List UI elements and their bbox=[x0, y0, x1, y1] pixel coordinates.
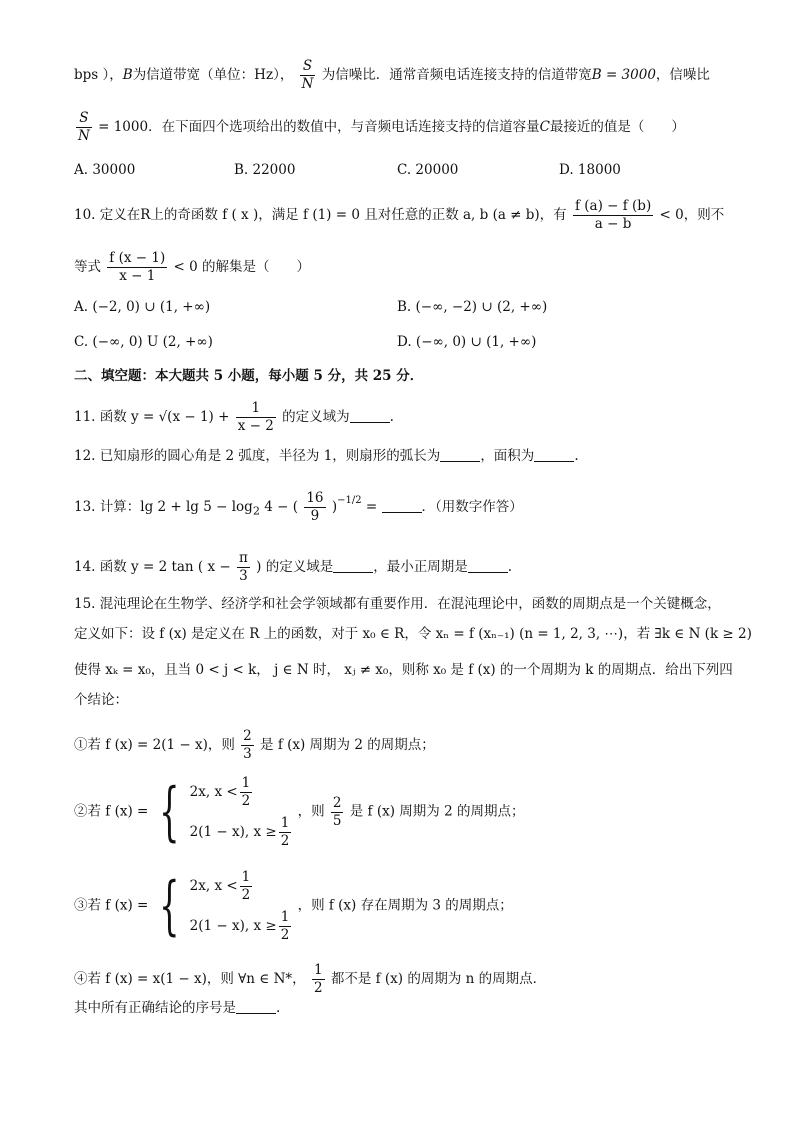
frac-num: S bbox=[302, 58, 313, 74]
q15-conclusion-1 bbox=[74, 728, 734, 763]
frac-num: f (x − 1) bbox=[109, 250, 166, 266]
frac-den: 2 bbox=[241, 793, 251, 809]
frac-num: 1 bbox=[280, 815, 290, 831]
text: ，则 bbox=[297, 803, 325, 820]
text: 其中所有正确结论的序号是 bbox=[74, 1000, 236, 1016]
frac-den: N bbox=[78, 128, 90, 144]
q15-line2: 定义如下：设 f (x) 是定义在 R 上的函数，对于 x₀ ∈ R，令 xₙ = f (xₙ₋₁) (n = 1, 2, 3, ⋯)，若 ∃k ∈ N (k ≥ 2) bbox=[74, 626, 752, 642]
q15-conclusion-3 bbox=[74, 866, 734, 946]
frac-num: 2 bbox=[332, 794, 342, 811]
q10-fraction-2 bbox=[107, 250, 167, 285]
q13-fraction bbox=[304, 490, 325, 525]
text: 2x, x < bbox=[189, 784, 238, 800]
q10-option-c: C. (−∞, 0) U (2, +∞) bbox=[74, 334, 213, 350]
text: ) bbox=[331, 499, 338, 515]
frac-den: x − 1 bbox=[119, 268, 156, 284]
text: 是 f (x) 周期为 2 的周期点； bbox=[349, 803, 525, 820]
q11-fraction bbox=[236, 400, 276, 435]
q12 bbox=[74, 446, 734, 466]
answer-blank[interactable] bbox=[382, 498, 422, 513]
frac-den: N bbox=[301, 76, 314, 92]
left-brace: { bbox=[158, 869, 180, 943]
left-brace: { bbox=[158, 775, 180, 849]
text: 14. 函数 y = 2 tan ( x − bbox=[74, 559, 231, 575]
piecewise-cases bbox=[190, 772, 294, 852]
text: 4 − ( bbox=[260, 499, 299, 515]
q14-fraction bbox=[237, 550, 250, 585]
frac-den: 2 bbox=[280, 927, 290, 943]
answer-blank[interactable] bbox=[333, 558, 373, 573]
var-c: C bbox=[539, 119, 550, 135]
q9-option-b: B. 22000 bbox=[234, 162, 296, 178]
q9-option-d: D. 18000 bbox=[559, 162, 621, 178]
q15-line3: 使得 xₖ = x₀，且当 0 < j < k， j ∈ N 时， xⱼ ≠ x₀，则称 x₀ 是 f (x) 的一个周期为 k 的周期点．给出下列四 bbox=[74, 662, 733, 678]
text: ③若 f (x) = bbox=[74, 897, 149, 914]
text: 的定义域为 bbox=[282, 409, 350, 425]
text: 为信噪比．通常音频电话连接支持的信道带宽 bbox=[321, 67, 592, 83]
q15-conclusion-2 bbox=[74, 772, 734, 852]
q14 bbox=[74, 550, 734, 585]
piecewise-cases bbox=[190, 866, 294, 946]
q11 bbox=[74, 400, 734, 435]
text: 13. 计算：lg 2 + lg 5 − log bbox=[74, 499, 253, 515]
text: = bbox=[361, 499, 382, 515]
fraction bbox=[279, 815, 292, 850]
frac-num: S bbox=[79, 110, 89, 126]
frac-den: a − b bbox=[594, 216, 632, 232]
exponent: −1/2 bbox=[337, 495, 362, 506]
frac-den: 3 bbox=[239, 568, 248, 584]
frac-den: 2 bbox=[280, 833, 290, 849]
text: < 0，则不 bbox=[659, 207, 725, 223]
text: 最接近的值是（ ） bbox=[549, 119, 685, 135]
fraction bbox=[312, 962, 325, 997]
text: ，面积为 bbox=[480, 448, 535, 464]
text: 都不是 f (x) 的周期为 n 的周期点． bbox=[330, 971, 547, 987]
text: 11. 函数 y = √(x − 1) + bbox=[74, 409, 230, 425]
q9-line2 bbox=[74, 110, 734, 145]
text: 12. 已知扇形的圆心角是 2 弧度，半径为 1，则扇形的弧长为 bbox=[74, 448, 441, 464]
text: 为信道带宽（单位：Hz）， bbox=[132, 67, 294, 83]
frac-den: 9 bbox=[310, 508, 320, 524]
text: 10. 定义在R上的奇函数 f ( x )，满足 f (1) = 0 且对任意的正数 a, b (a ≠ b)，有 bbox=[74, 207, 567, 223]
frac-num: 16 bbox=[306, 490, 324, 506]
text: ①若 f (x) = 2(1 − x)，则 bbox=[74, 737, 235, 753]
frac-num: π bbox=[238, 550, 248, 566]
case-bottom bbox=[190, 906, 294, 946]
bandwidth-value: B = 3000 bbox=[591, 67, 656, 83]
snr-fraction-2 bbox=[76, 110, 92, 145]
frac-num: 2 bbox=[243, 728, 252, 744]
fraction bbox=[331, 795, 344, 830]
answer-blank[interactable] bbox=[468, 558, 508, 573]
case-top bbox=[190, 866, 294, 906]
fraction bbox=[279, 909, 292, 944]
frac-den: 2 bbox=[241, 887, 251, 903]
var-b: B bbox=[122, 67, 133, 83]
text: 2(1 − x), x ≥ bbox=[189, 824, 277, 840]
q10-option-b: B. (−∞, −2) ∪ (2, +∞) bbox=[397, 299, 548, 315]
frac-num: 1 bbox=[280, 909, 290, 925]
text: . bbox=[389, 409, 394, 425]
frac-num: f (a) − f (b) bbox=[574, 198, 652, 214]
text: ②若 f (x) = bbox=[74, 803, 149, 820]
frac-num: 1 bbox=[313, 962, 323, 978]
frac-den: x − 2 bbox=[237, 418, 274, 434]
text: ，则 f (x) 存在周期为 3 的周期点； bbox=[297, 897, 513, 914]
text: . bbox=[507, 559, 513, 575]
text: ．（用数字作答） bbox=[421, 499, 523, 515]
text: ) 的定义域是 bbox=[256, 559, 334, 575]
q15-line1: 15. 混沌理论在生物学、经济学和社会学领域都有重要作用．在混沌理论中，函数的周期点是一个关键概念， bbox=[74, 596, 721, 612]
answer-blank[interactable] bbox=[236, 999, 276, 1014]
text: = 1000．在下面四个选项给出的数值中，与音频电话连接支持的信道容量 bbox=[98, 119, 540, 135]
q9-line1 bbox=[74, 58, 734, 93]
frac-num: 1 bbox=[241, 869, 251, 885]
section-header: 二、填空题：本大题共 5 小题，每小题 5 分，共 25 分． bbox=[74, 368, 424, 384]
q10-fraction bbox=[573, 198, 653, 233]
q15-line4: 个结论： bbox=[74, 692, 128, 708]
text: 2(1 − x), x ≥ bbox=[189, 918, 277, 934]
text: . bbox=[276, 1000, 281, 1016]
answer-blank[interactable] bbox=[440, 447, 480, 462]
frac-den: 3 bbox=[243, 746, 252, 762]
log-base: 2 bbox=[252, 504, 260, 518]
fraction bbox=[240, 775, 253, 810]
text: . bbox=[574, 448, 579, 464]
text: 等式 bbox=[74, 259, 101, 275]
case-bottom bbox=[190, 812, 294, 852]
text: 是 f (x) 周期为 2 的周期点； bbox=[260, 737, 435, 753]
frac-num: 1 bbox=[241, 775, 251, 791]
text: bps ）， bbox=[74, 67, 123, 83]
q10-option-d: D. (−∞, 0) ∪ (1, +∞) bbox=[397, 334, 537, 350]
case-top bbox=[190, 772, 294, 812]
fraction bbox=[241, 728, 254, 763]
q10-line2 bbox=[74, 250, 734, 285]
frac-den: 5 bbox=[332, 812, 342, 829]
answer-blank[interactable] bbox=[534, 447, 574, 462]
frac-den: 2 bbox=[313, 980, 323, 996]
q10-line1 bbox=[74, 198, 734, 233]
q10-option-a: A. (−2, 0) ∪ (1, +∞) bbox=[74, 299, 211, 315]
text: 2x, x < bbox=[189, 878, 238, 894]
fraction bbox=[240, 869, 253, 904]
text: ，最小正周期是 bbox=[373, 559, 468, 575]
answer-blank[interactable] bbox=[350, 408, 390, 423]
q9-option-a: A. 30000 bbox=[74, 162, 136, 178]
q15-final bbox=[74, 998, 734, 1018]
text: < 0 的解集是（ ） bbox=[173, 259, 310, 275]
q9-option-c: C. 20000 bbox=[397, 162, 459, 178]
q13 bbox=[74, 490, 734, 525]
text: ④若 f (x) = x(1 − x)，则 ∀n ∈ N*， bbox=[74, 971, 306, 987]
snr-fraction bbox=[300, 58, 316, 93]
frac-num: 1 bbox=[236, 400, 276, 418]
text: ，信噪比 bbox=[655, 67, 710, 83]
q15-conclusion-4 bbox=[74, 962, 734, 997]
